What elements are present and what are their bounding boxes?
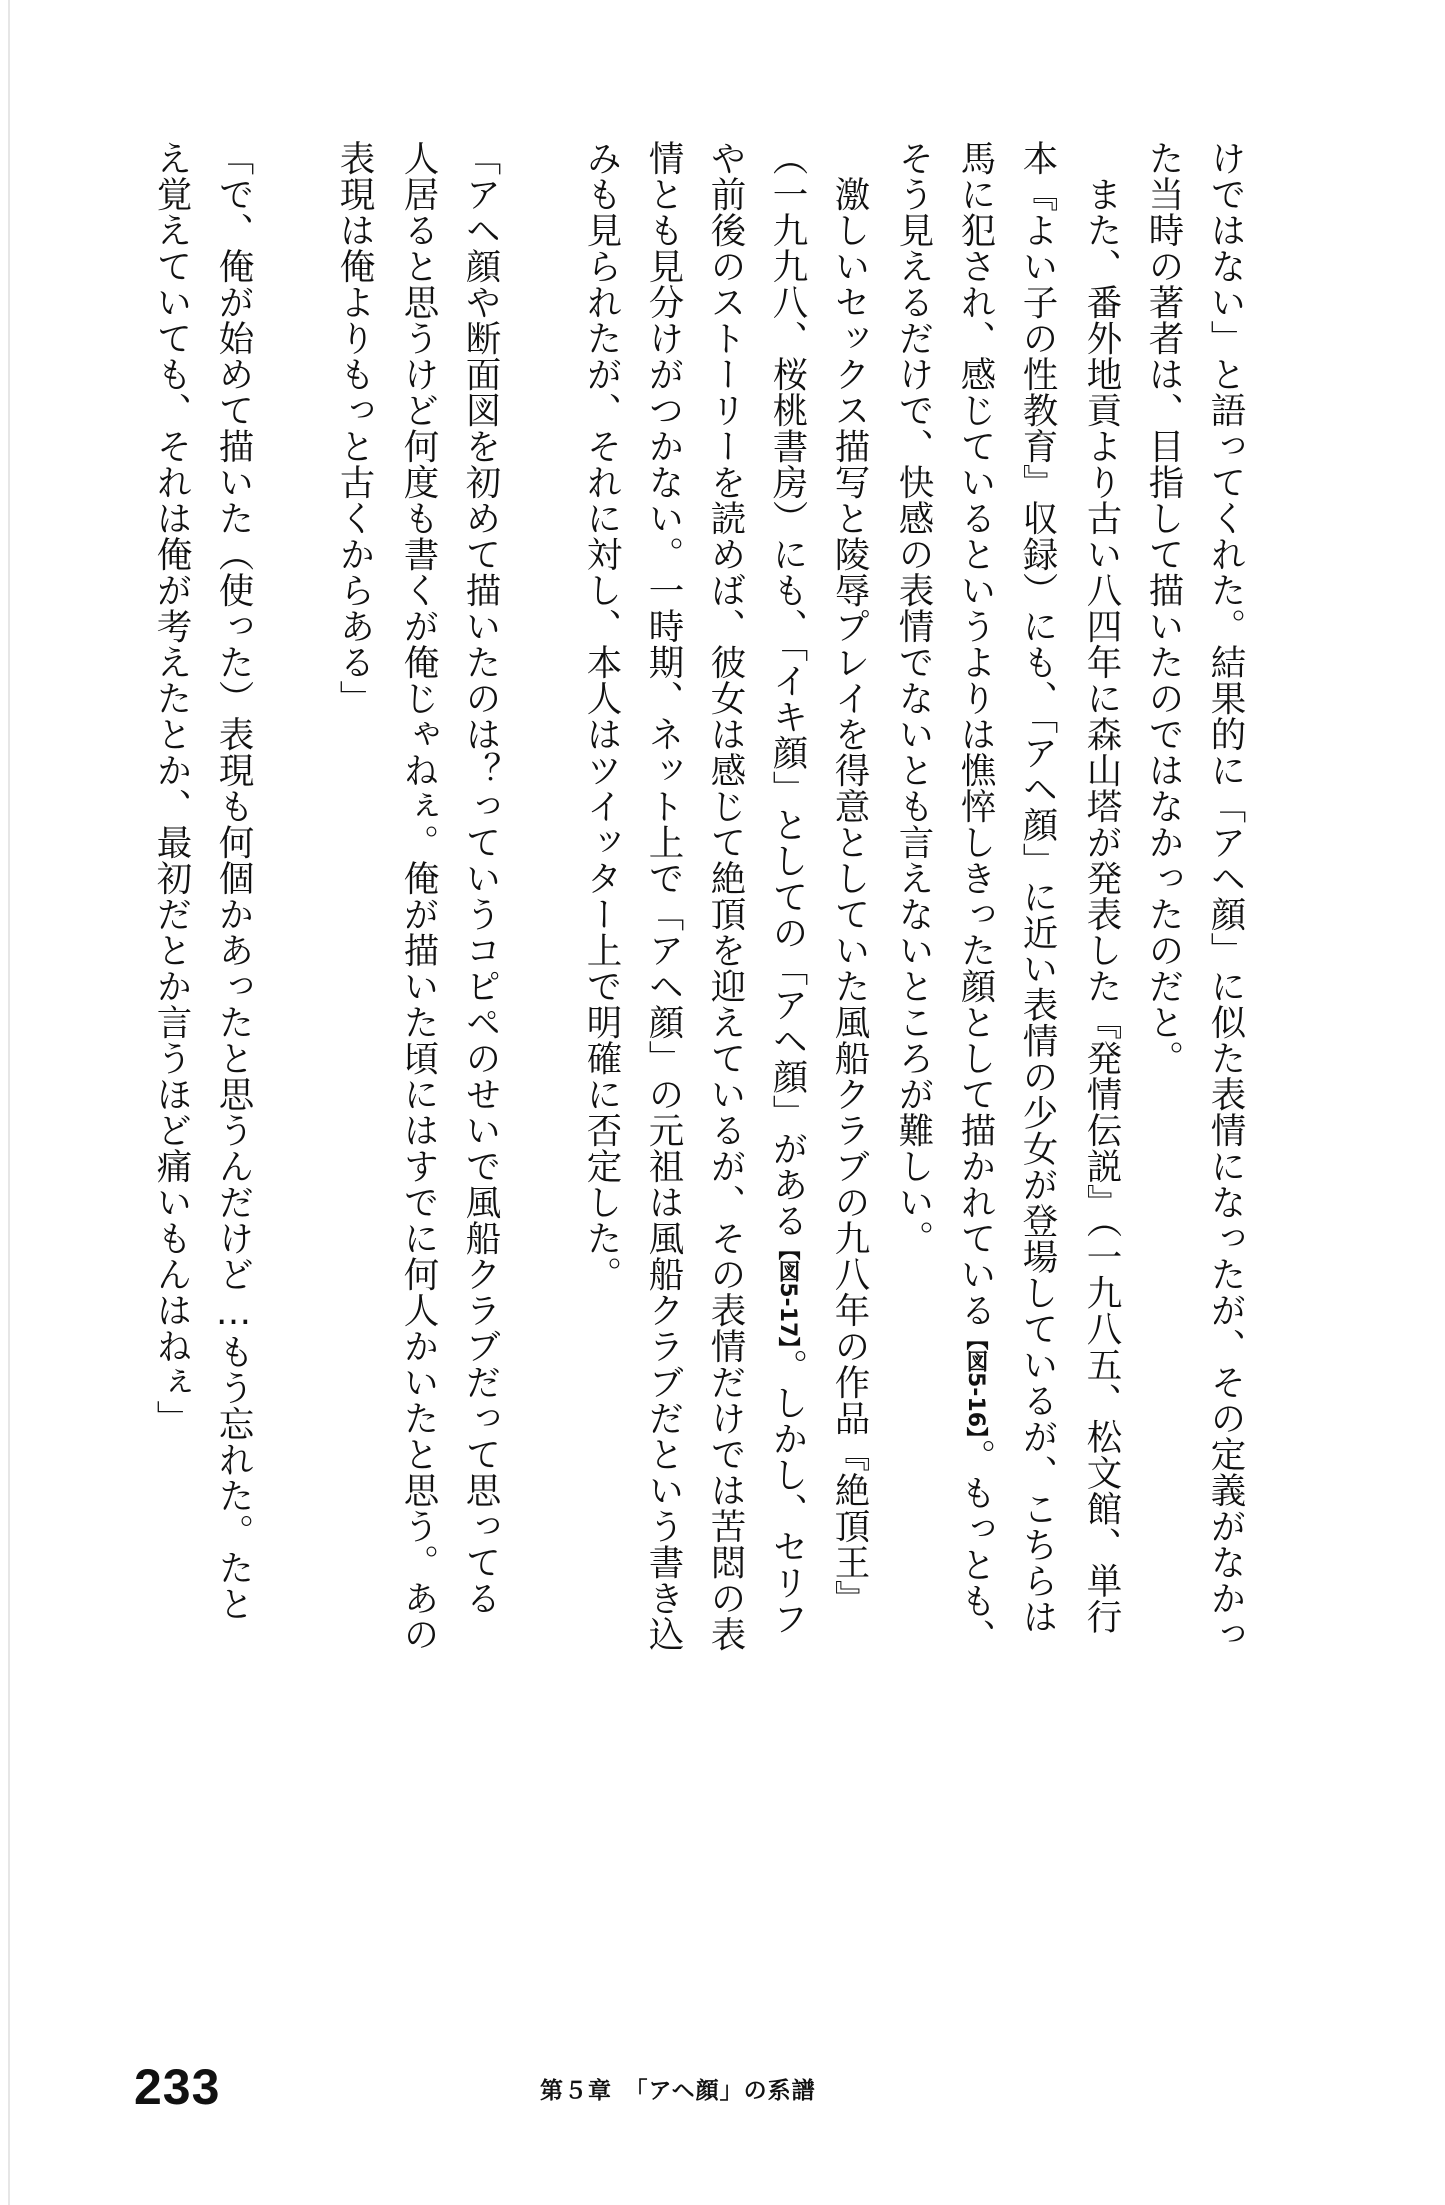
page-binding-edge <box>8 0 10 2205</box>
text-segment: た当時の著者は、目指して描いたのではなかったのだと。 <box>1143 140 1184 1076</box>
text-segment: 「アヘ顔や断面図を初めて描いたのは？っていうコピペのせいで風船クラブだって思ってる <box>460 140 501 1616</box>
text-segment: 表現は俺よりもっと古くからある」 <box>334 140 375 716</box>
text-column <box>947 140 1003 1655</box>
text-segment: けではない」と語ってくれた。結果的に「アヘ顔」に似た表情になったが、その定義がなかっ <box>1205 140 1246 1652</box>
text-segment: 馬に犯され、感じているというよりは憔悴しきった顔として描かれている <box>955 140 996 1328</box>
text-column <box>635 140 691 1652</box>
text-column <box>452 140 508 1640</box>
text-column <box>390 140 446 1652</box>
text-column <box>326 140 382 1640</box>
text-column <box>205 140 261 1640</box>
figure-reference: 【図5-17】 <box>775 1238 800 1349</box>
text-column <box>1009 140 1065 1640</box>
text-segment: 本『よい子の性教育』収録）にも、「アヘ顔」に近い表情の少女が登場しているが、こちらは <box>1017 140 1058 1635</box>
text-column <box>759 140 815 1640</box>
text-segment: 。しかし、セリフ <box>767 1348 808 1637</box>
text-segment: （一九九八、桜桃書房）にも、「イキ顔」としての「アヘ顔」がある <box>767 140 808 1239</box>
text-segment: 。もっとも、 <box>955 1438 996 1655</box>
text-column <box>573 140 629 1640</box>
text-segment: そう見えるだけで、快感の表情でないとも言えないところが難しい。 <box>893 140 934 1256</box>
text-segment: 「で、俺が始めて描いた（使った）表現も何個かあったと思うんだけど…もう忘れた。たと <box>213 140 254 1622</box>
text-column <box>1197 140 1253 1652</box>
text-segment: 人居ると思うけど何度も書くが俺じゃねぇ。俺が描いた頃にはすでに何人かいたと思う。あの <box>398 140 439 1652</box>
text-column <box>1073 140 1129 1640</box>
text-segment: また、番外地貢より古い八四年に森山塔が発表した『発情伝説』（一九八五、松文館、単行 <box>1081 140 1122 1635</box>
text-column <box>697 140 753 1652</box>
text-segment: 激しいセックス描写と陵辱プレイを得意としていた風船クラブの九八年の作品『絶頂王』 <box>829 140 870 1616</box>
page-number: 233 <box>134 2059 221 2115</box>
text-segment: 情とも見分けがつかない。一時期、ネット上で「アヘ顔」の元祖は風船クラブだという書き込 <box>643 140 684 1652</box>
text-column <box>1135 140 1191 1640</box>
text-column <box>821 140 877 1640</box>
text-segment: や前後のストーリーを読めば、彼女は感じて絶頂を迎えているが、その表情だけでは苦悶の表 <box>705 140 746 1652</box>
text-segment: え覚えていても、それは俺が考えたとか、最初だとか言うほど痛いもんはねぇ」 <box>151 140 192 1436</box>
running-header-chapter-title: 第５章 「アヘ顔」の系譜 <box>540 2078 816 2104</box>
text-column <box>143 140 199 1640</box>
figure-reference: 【図5-16】 <box>963 1328 988 1439</box>
text-column <box>885 140 941 1640</box>
text-segment: みも見られたが、それに対し、本人はツイッター上で明確に否定した。 <box>581 140 622 1292</box>
